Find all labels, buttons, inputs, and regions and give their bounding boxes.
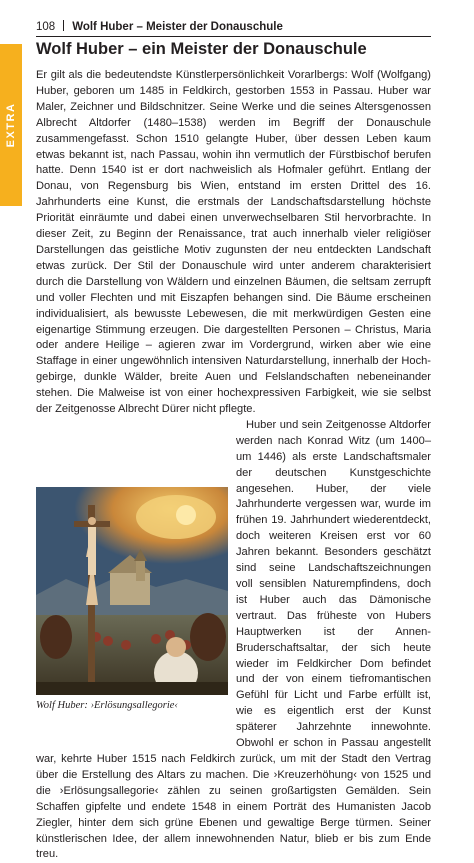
page-number: 108 [36,21,56,33]
article-body [36,68,431,863]
article-title: Wolf Huber – ein Meister der Donauschule [36,40,367,58]
painting-illustration [36,487,228,695]
figure-caption: Wolf Huber: ›Erlösungsallegorie‹ [36,700,178,711]
header-divider [63,20,64,31]
extra-side-tab [0,44,22,206]
side-tab-label: EXTRA [5,102,17,148]
running-header [36,20,436,33]
paragraph-1: Er gilt als die bedeutendste Künstlerpersönlichkeit Vorarlbergs: Wolf (Wolfgang) Huber, geboren um 1485 in Feldkirch, gestorben 1553 in Passau. Huber war Maler, Zeichner und Bildschnitzer. Seine Werke und die seines Altersgenossen Albrecht Altdorfer (1480–1538) werden im Begriff der Donauschule zusammengefasst. Schon 1510 gelangte Huber, über dessen Leben kaum etwas bekannt ist, nach Passau, wohin ihn vermutlich der Fürstbischof berufen hatte. Denn 1540 ist er dort nachweislich als Hofmaler geführt. Entlang der Donau, von Regensburg bis Wien, entstand im ersten Drittel des 16. Jahrhunderts eine Kunst, die erstmals der Landschaftsdarstellung höchste Priorität einräumte und dabei einen unverwechselbaren Stil hervorbrachte. In dieser Zeit, zu Beginn der Renaissance, trat auch innerhalb vieler religiöser Darstellungen das geistliche Motiv zugunsten der neu entdeckten Landschaft etwas zurück. Der Stil der Donauschule wird unter anderem charakterisiert durch die Darstellung von Wäldern und einzelnen Bäumen, die seltsam zerrupft und voller Flechten und mit Eiszapfen behangen sind. Die Bäume erscheinen individualisiert, als bewusste Lebewesen, die mit merkwürdigen Gesten eine eigenartige Stimmung erzeugen. Die dargestellten Personen – Christus, Maria oder andere Heilige – agieren zwar im Vordergrund, wirken aber wie eine Staffage in einer ungewöhnlich intensiven Naturdarstellung, innerhalb der Hochgebirge, dunkle Wälder, breite Auen und Felslandschaften nebeneinander stehen. Die Malweise ist von einer hochexpressiven Farbigkeit, wie sie selbst der Zeitgenosse Albrecht Dürer nicht pflegte. [36,69,431,416]
paragraph-2-text: Huber und sein Zeitgenosse Altdorfer werden nach Konrad Witz (um 1400– um 1446) als erste Landschaftsmaler der deutschen Kunstgeschichte angesehen. Huber, der viele Jahrhunderte vergessen war, wurde im frühen 19. Jahrhundert wiederentdeckt, doch weiteren Kreisen erst vor 60 Jahren bekannt. Besonders geschätzt sind seine Landschaftszeichnungen voll sensiblen Naturempfindens, doch ist Huber auch das Dämonische vertraut. Das früheste von Hubers Hauptwerken ist der Annen-Bruderschaftsaltar, der sich heute wieder im Feldkircher Dom befindet und der von einem tiefromantischen Gefühl für Licht und Farbe erfüllt ist, wie es eigentlich erst der Kunst späterer Jahrzehnte innewohnte. Obwohl er schon in Passau angestellt war, kehrte Huber 1515 nach Feldkirch zurück, um mit der Stadt den Vertrag über die Erstellung des Altars zu machen. Die ›Kreuzerhöhung‹ von 1525 und die ›Erlösungsallegorie‹ zählen zu seinen großartigsten Gemälden. Sein Schaffen gipfelte und endete 1548 in einem Porträt des Humanisten Jacob Ziegler, hinter dem sich grüne Ebenen und gewaltige Berge türmen. Seiner künstlerischen Idee, der allem innewohnenden Natur, blieb er bis zum Ende treu. [36,418,431,861]
painting-image [36,487,228,695]
running-title: Wolf Huber – Meister der Donauschule [72,21,283,33]
header-rule [36,36,431,37]
